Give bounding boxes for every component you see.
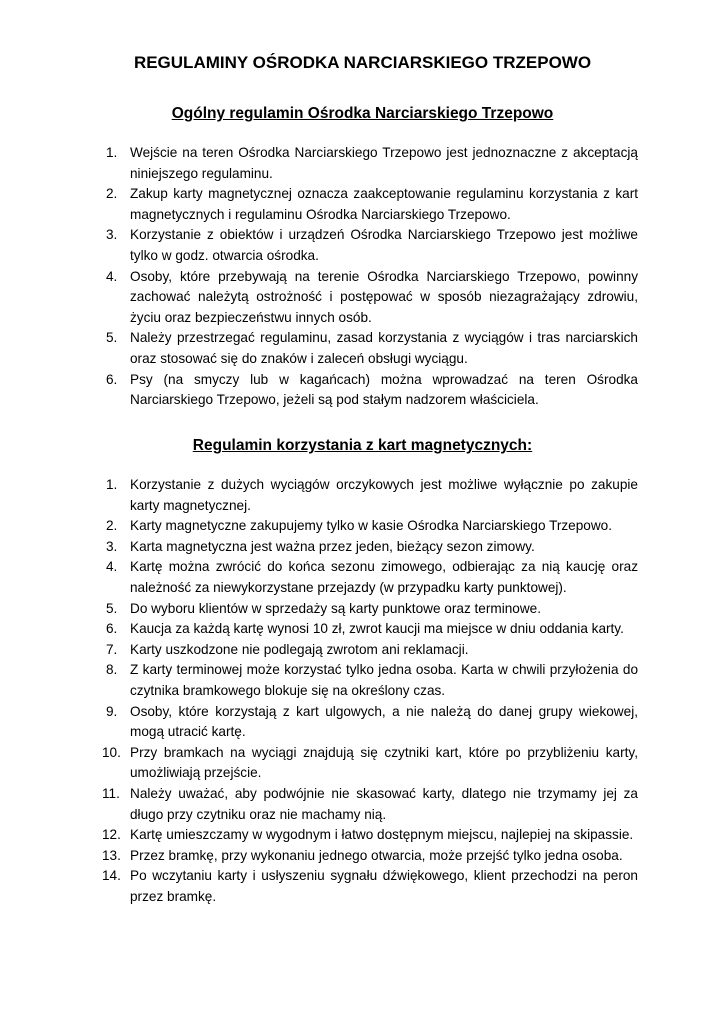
rule-text: Z karty terminowej może korzystać tylko jedna osoba. Karta w chwili przyłożenia do czytnika bramkowego blokuje się na określony czas.	[130, 662, 638, 698]
rule-number: 2.	[106, 518, 118, 534]
rule-item	[100, 640, 638, 661]
rule-text: Wejście na teren Ośrodka Narciarskiego Trzepowo jest jednoznaczne z akceptacją niniejszego regulaminu.	[130, 145, 638, 181]
rule-text: Karty magnetyczne zakupujemy tylko w kasie Ośrodka Narciarskiego Trzepowo.	[130, 518, 613, 534]
rule-item	[100, 143, 638, 184]
rule-number: 13.	[102, 847, 121, 863]
rule-number: 7.	[106, 641, 118, 657]
rule-text: Osoby, które korzystają z kart ulgowych, a nie należą do danej grupy wiekowej, mogą utracić kartę.	[130, 703, 638, 740]
rule-item	[100, 866, 638, 907]
rule-item	[100, 225, 638, 266]
rule-text: Korzystanie z obiektów i urządzeń Ośrodka Narciarskiego Trzepowo jest możliwe tylko w godz. otwarcia ośrodka.	[130, 227, 638, 263]
rule-item	[100, 702, 638, 743]
rule-item	[100, 846, 638, 867]
rule-item	[100, 516, 638, 537]
rule-text: Do wyboru klientów w sprzedaży są karty punktowe oraz terminowe.	[130, 600, 542, 616]
rule-item	[100, 825, 638, 846]
rule-item	[100, 370, 638, 411]
rule-item	[100, 619, 638, 640]
rule-text: Przez bramkę, przy wykonaniu jednego otwarcia, może przejść tylko jedna osoba.	[130, 847, 623, 863]
rule-number: 6.	[106, 371, 118, 387]
rule-number: 12.	[102, 827, 121, 843]
rule-item	[100, 784, 638, 825]
rule-number: 4.	[106, 559, 118, 575]
rule-text: Psy (na smyczy lub w kagańcach) można wprowadzać na teren Ośrodka Narciarskiego Trzepowo, jeżeli są pod stałym nadzorem właściciela.	[130, 371, 638, 408]
rule-item	[100, 328, 638, 369]
rule-item	[100, 599, 638, 620]
rule-item	[100, 537, 638, 558]
rule-item	[100, 743, 638, 784]
rule-text: Kartę można zwrócić do końca sezonu zimowego, odbierając za nią kaucję oraz należność za niewykorzystane przejazdy (w przypadku karty punktowej).	[130, 559, 638, 595]
rule-number: 4.	[106, 268, 118, 284]
rule-text: Należy uważać, aby podwójnie nie skasować karty, dlatego nie trzymamy jej za długo przy czytniku oraz nie machamy nią.	[130, 785, 638, 822]
rule-item	[100, 267, 638, 329]
rule-text: Przy bramkach na wyciągi znajdują się czytniki kart, które po przybliżeniu karty, umożliwiają przejście.	[130, 744, 638, 781]
rule-text: Karta magnetyczna jest ważna przez jeden, bieżący sezon zimowy.	[130, 538, 535, 554]
rule-number: 5.	[106, 330, 118, 346]
rule-number: 9.	[106, 703, 118, 719]
rule-number: 5.	[106, 600, 118, 616]
rule-text: Należy przestrzegać regulaminu, zasad korzystania z wyciągów i tras narciarskich oraz stosować się do znaków i zaleceń obsługi wyciągu.	[130, 330, 638, 366]
rule-text: Osoby, które przebywają na terenie Ośrodka Narciarskiego Trzepowo, powinny zachować należytą ostrożność i postępować w sposób niezagrażający zdrowiu, życiu oraz bezpieczeństwu innych osób.	[130, 268, 638, 325]
rule-number: 11.	[102, 785, 120, 801]
rule-text: Po wczytaniu karty i usłyszeniu sygnału dźwiękowego, klient przechodzi na peron przez bramkę.	[130, 868, 638, 904]
magnetic-card-rules-list	[100, 475, 638, 907]
section-title-magnetic-card-rules: Regulamin korzystania z kart magnetycznych:	[192, 437, 533, 454]
rule-item	[100, 184, 638, 225]
general-rules-list	[100, 143, 638, 411]
rule-text: Kartę umieszczamy w wygodnym i łatwo dostępnym miejscu, najlepiej na skipassie.	[130, 827, 634, 843]
rule-text: Zakup karty magnetycznej oznacza zaakceptowanie regulaminu korzystania z kart magnetycznych i regulaminu Ośrodka Narciarskiego Trzepowo.	[130, 186, 638, 222]
rule-number: 8.	[106, 662, 118, 678]
rule-number: 1.	[106, 477, 118, 492]
rule-number: 2.	[106, 186, 118, 202]
rule-text: Korzystanie z dużych wyciągów orczykowych jest możliwe wyłącznie po zakupie karty magnetycznej.	[130, 477, 638, 513]
rule-number: 14.	[102, 868, 121, 884]
rule-number: 3.	[106, 227, 118, 243]
section-title-general-rules: Ogólny regulamin Ośrodka Narciarskiego Trzepowo	[171, 105, 554, 122]
rule-item	[100, 660, 638, 701]
rule-item	[100, 557, 638, 598]
rule-text: Karty uszkodzone nie podlegają zwrotom ani reklamacji.	[130, 641, 469, 657]
rule-number: 3.	[106, 538, 118, 554]
rule-number: 1.	[106, 145, 118, 160]
rule-number: 6.	[106, 621, 118, 637]
rule-text: Kaucja za każdą kartę wynosi 10 zł, zwrot kaucji ma miejsce w dniu oddania karty.	[130, 621, 624, 637]
rule-number: 10.	[102, 744, 121, 760]
document-title: REGULAMINY OŚRODKA NARCIARSKIEGO TRZEPOWO	[133, 53, 592, 72]
rule-item	[100, 475, 638, 516]
